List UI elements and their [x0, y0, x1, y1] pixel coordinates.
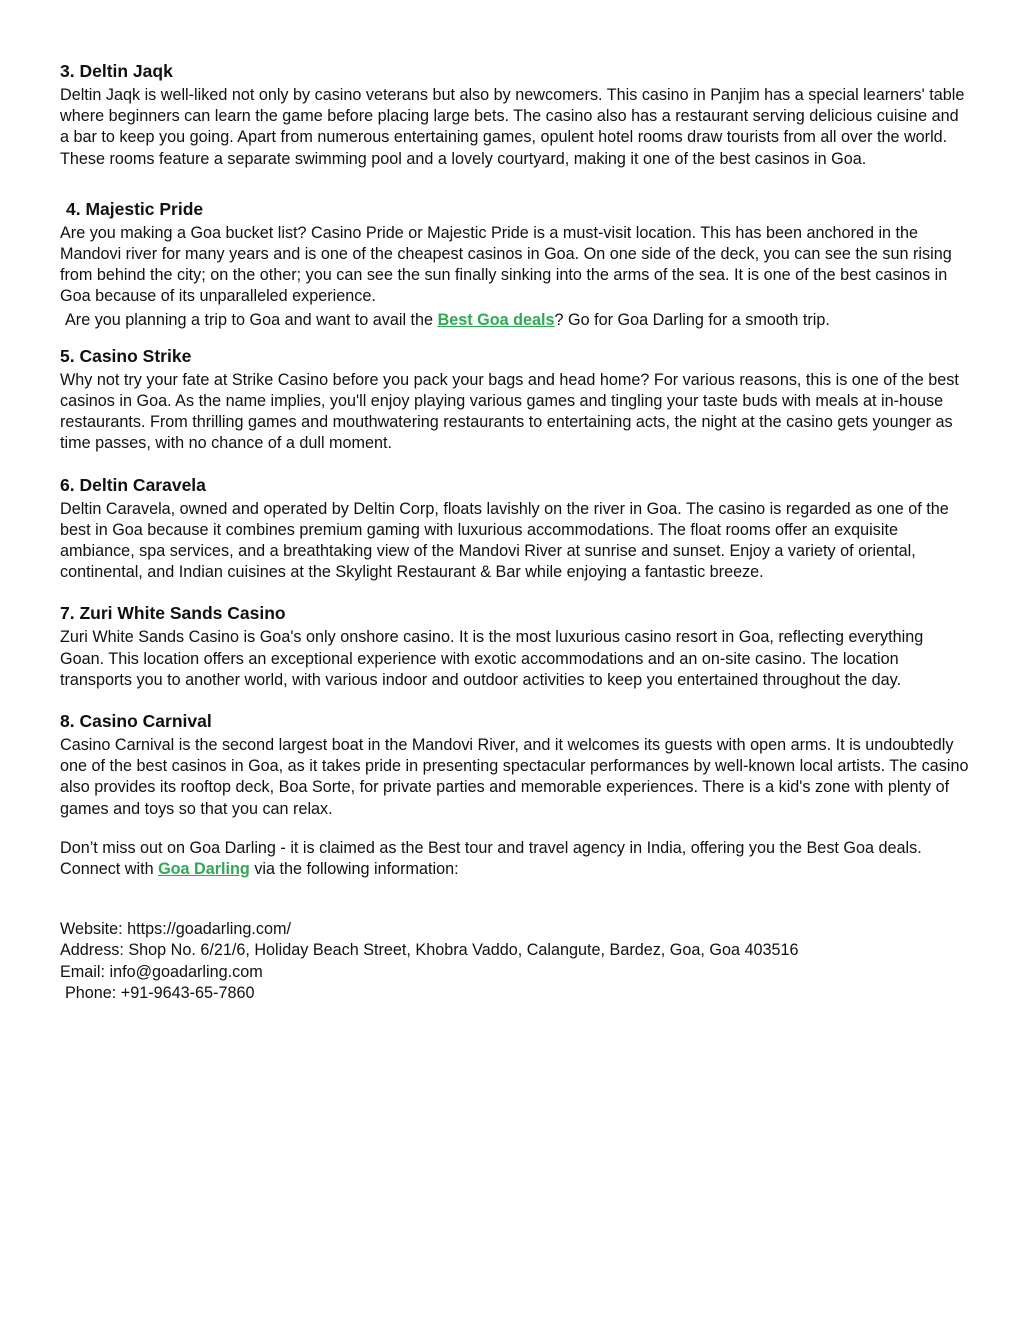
closing-paragraph [60, 838, 970, 880]
section-body: Casino Carnival is the second largest boat in the Mandovi River, and it welcomes its guests with open arms. It is undoubtedly one of the best casinos in Goa, as it takes pride in presenting spectacular performances by well-known local artists. The casino also provides its rooftop deck, Boa Sorte, for private parties and memorable experiences. There is a kid's zone with plenty of games and toys so that you can relax. [60, 736, 969, 818]
section-zuri-white-sands [60, 602, 970, 691]
contact-address: Address: Shop No. 6/21/6, Holiday Beach Street, Khobra Vaddo, Calangute, Bardez, Goa, Goa 403516 [60, 941, 799, 960]
deals-text-before: Are you planning a trip to Goa and want to avail the [65, 310, 438, 329]
section-casino-strike [60, 345, 970, 455]
contact-website: Website: https://goadarling.com/ [60, 920, 291, 939]
best-goa-deals-link[interactable]: Best Goa deals [437, 310, 555, 329]
section-body: Zuri White Sands Casino is Goa's only onshore casino. It is the most luxurious casino resort in Goa, reflecting everything Goan. This location offers an exceptional experience with exotic accommodations and an on-site casino. The location transports you to another world, with various indoor and outdoor activities to keep you entertained throughout the day. [60, 628, 924, 689]
contact-phone: Phone: +91-9643-65-7860 [65, 983, 255, 1002]
section-heading: 6. Deltin Caravela [60, 474, 206, 495]
section-body: Deltin Caravela, owned and operated by Deltin Corp, floats lavishly on the river in Goa. The casino is regarded as one of the best in Goa because it combines premium gaming with luxurious accommodations. The float rooms offer an exquisite ambiance, spa services, and a breathtaking view of the Mandovi River at sunrise and sunset. Enjoy a variety of oriental, continental, and Indian cuisines at the Skylight Restaurant & Bar while enjoying a fantastic breeze. [60, 499, 949, 582]
closing-text-before: Don’t miss out on Goa Darling - it is claimed as the Best tour and travel agency in India, offering you the Best Goa deals. Connect with [60, 838, 922, 879]
section-heading: 3. Deltin Jaqk [60, 61, 173, 81]
section-body: Are you making a Goa bucket list? Casino Pride or Majestic Pride is a must-visit location. This has been anchored in the Mandovi river for many years and is one of the cheapest casinos in Goa. On one side of the deck, you can see the sun rising from behind the city; on the other; you can see the sun finally sinking into the arms of the sea. It is one of the best casinos in Goa because of its unparalleled experience. [60, 223, 952, 306]
section-body: Deltin Jaqk is well-liked not only by casino veterans but also by newcomers. This casino in Panjim has a special learners' table where beginners can learn the game before placing large bets. The casino also has a restaurant serving delicious cuisine and a bar to keep you going. Apart from numerous entertaining games, opulent hotel rooms draw tourists from all over the world. These rooms feature a separate swimming pool and a lovely courtyard, making it one of the best casinos in Goa. [60, 86, 965, 168]
deals-text-after: ? Go for Goa Darling for a smooth trip. [554, 310, 830, 329]
goa-darling-link[interactable]: Goa Darling [158, 860, 250, 879]
section-majestic-pride [60, 198, 970, 331]
section-heading: 8. Casino Carnival [60, 711, 212, 732]
document-page [60, 60, 970, 1004]
section-heading: 4. Majestic Pride [66, 198, 204, 219]
contact-info [60, 919, 970, 1004]
section-heading: 7. Zuri White Sands Casino [60, 603, 286, 624]
section-body: Why not try your fate at Strike Casino before you pack your bags and head home? For various reasons, this is one of the best casinos in Goa. As the name implies, you'll enjoy playing various games and tingling your taste buds with meals at in-house restaurants. From thrilling games and mouthwatering restaurants to entertaining acts, the night at the casino gets younger as time passes, with no chance of a dull moment. [60, 370, 959, 453]
deals-line [60, 310, 970, 331]
section-deltin-jaqk [60, 60, 970, 170]
closing-text [60, 838, 970, 880]
contact-email: Email: info@goadarling.com [60, 962, 263, 981]
section-deltin-caravela [60, 474, 970, 584]
section-heading: 5. Casino Strike [60, 345, 192, 366]
section-casino-carnival [60, 710, 970, 820]
closing-text-after: via the following information: [249, 860, 459, 879]
